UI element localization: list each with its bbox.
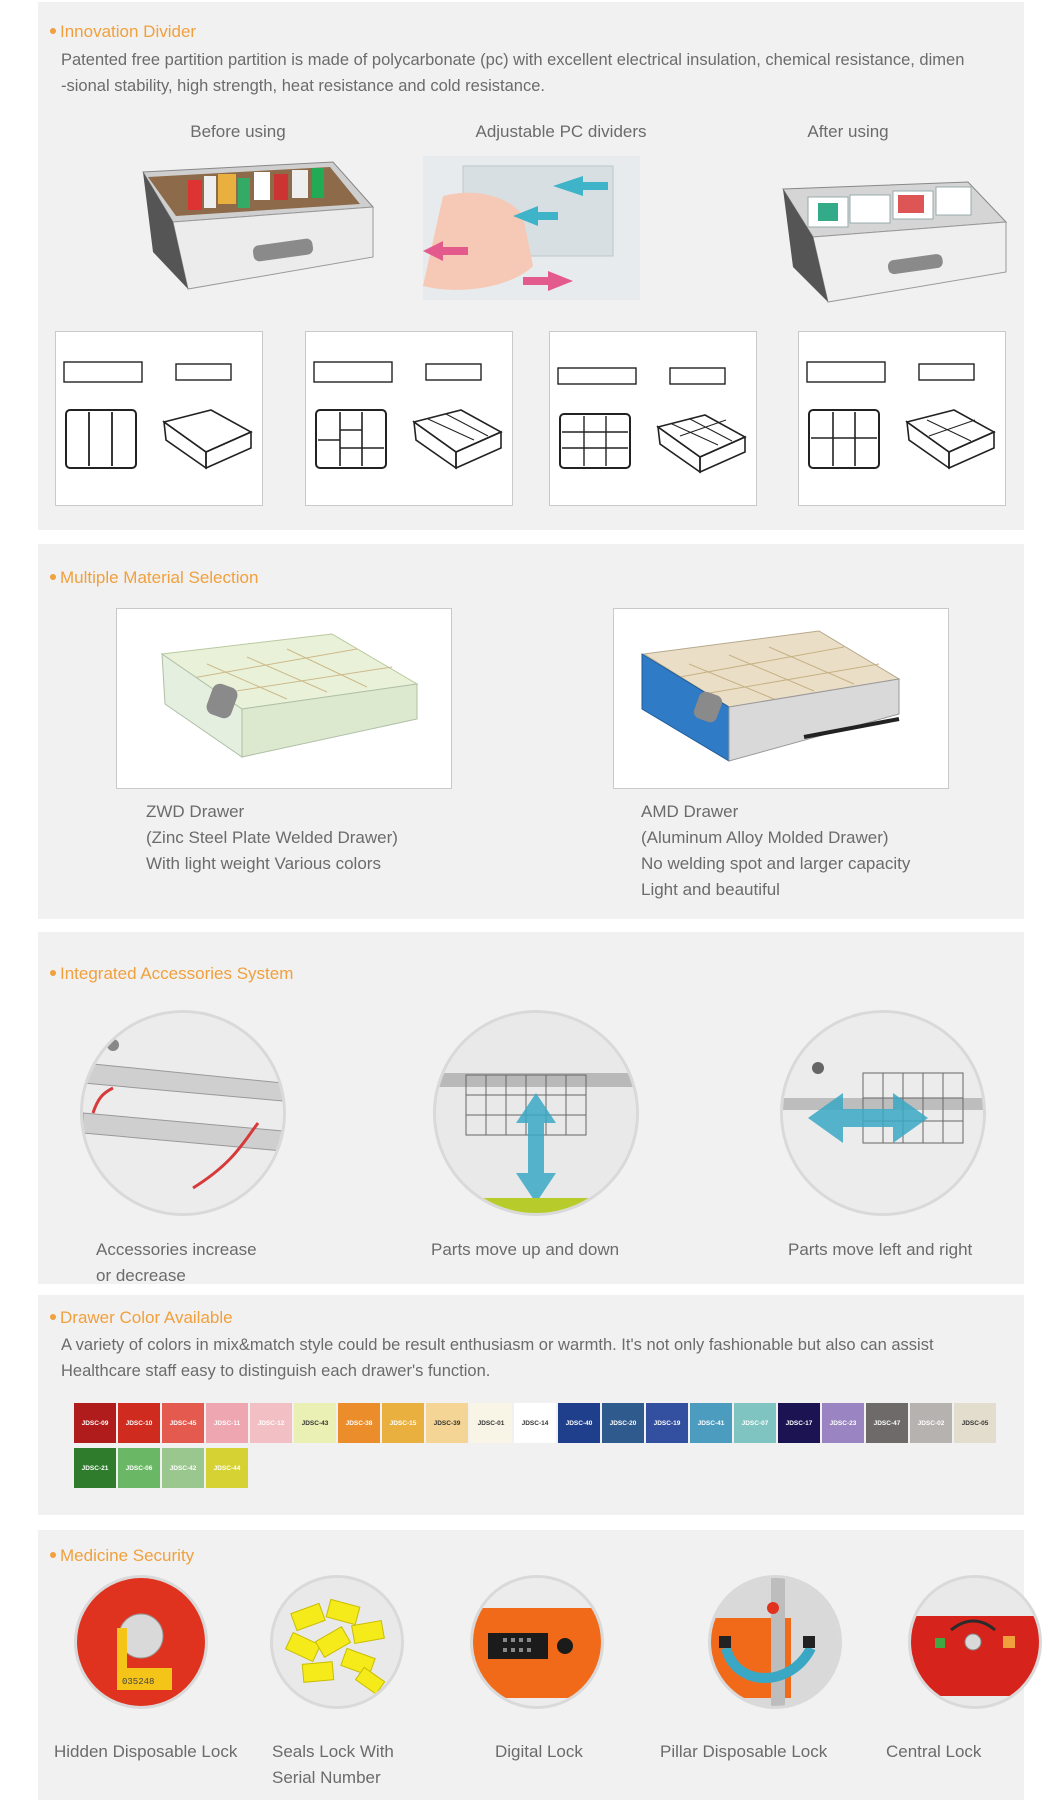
color-swatch: JDSC-39 — [426, 1403, 468, 1443]
color-swatch: JDSC-44 — [206, 1448, 248, 1488]
divider-layout-diagram-3 — [549, 331, 757, 506]
medicine-security-section: Medicine Security 035248 Hidden Disposable Lock Seals Lock With Serial Number Digital Lock Pillar Disposable Lock Central Lock — [38, 1530, 1024, 1800]
color-swatch: JDSC-06 — [118, 1448, 160, 1488]
drawer-after-image — [738, 177, 1018, 312]
color-swatch: JDSC-38 — [338, 1403, 380, 1443]
bullet-icon — [50, 970, 56, 976]
bullet-icon — [50, 1552, 56, 1558]
adjustable-dividers-image — [423, 156, 640, 300]
before-using-label: Before using — [190, 122, 286, 141]
parts-left-right-label: Parts move left and right — [788, 1240, 973, 1259]
color-swatch: JDSC-19 — [646, 1403, 688, 1443]
divider-layout-diagram-2 — [305, 331, 513, 506]
drawer-color-section — [38, 1295, 1024, 1515]
divider-description: Patented free partition partition is made of polycarbonate (pc) with excellent electrical insulation, chemical resistance, dimen -sional stability, high strength, heat resistance and cold resistance. — [61, 51, 965, 95]
color-swatch: JDSC-15 — [382, 1403, 424, 1443]
central-lock-label: Central Lock — [886, 1742, 982, 1761]
color-swatch: JDSC-20 — [602, 1403, 644, 1443]
bullet-icon — [50, 1314, 56, 1320]
after-using-label: After using — [807, 122, 889, 141]
accessories-section: Integrated Accessories System Accessories increase or decrease Parts move up and down Parts move left and right — [38, 932, 1024, 1284]
seals-lock-image — [270, 1575, 404, 1709]
color-swatch: JDSC-47 — [866, 1403, 908, 1443]
parts-up-down-image — [433, 1010, 639, 1216]
adjustable-dividers-label: Adjustable PC dividers — [475, 122, 647, 141]
parts-up-down-label: Parts move up and down — [431, 1240, 620, 1259]
color-swatch: JDSC-23 — [822, 1403, 864, 1443]
section-title: Innovation Divider — [50, 22, 196, 42]
central-lock-image — [908, 1575, 1042, 1709]
digital-lock-label: Digital Lock — [495, 1742, 583, 1761]
divider-layout-diagram-1 — [55, 331, 263, 506]
divider-layout-diagram-4 — [798, 331, 1006, 506]
parts-left-right-image — [780, 1010, 986, 1216]
hidden-disposable-lock-label: Hidden Disposable Lock — [54, 1742, 238, 1761]
section-title: Integrated Accessories System — [50, 964, 293, 984]
color-description: A variety of colors in mix&match style could be result enthusiasm or warmth. It's not only fashionable but also can assist Healthcare staff easy to distinguish each drawer's function. — [61, 1336, 934, 1380]
digital-lock-image — [470, 1575, 604, 1709]
color-swatch: JDSC-09 — [74, 1403, 116, 1443]
color-swatch-grid — [74, 1403, 994, 1498]
hidden-disposable-lock-image — [74, 1575, 208, 1709]
section-title: Medicine Security — [50, 1546, 194, 1566]
color-swatch: JDSC-41 — [690, 1403, 732, 1443]
color-swatch: JDSC-42 — [162, 1448, 204, 1488]
color-swatch: JDSC-05 — [954, 1403, 996, 1443]
section-title: Multiple Material Selection — [50, 568, 258, 588]
color-swatch: JDSC-12 — [250, 1403, 292, 1443]
color-swatch: JDSC-01 — [470, 1403, 512, 1443]
color-swatch: JDSC-11 — [206, 1403, 248, 1443]
bullet-icon — [50, 574, 56, 580]
color-swatch: JDSC-02 — [910, 1403, 952, 1443]
color-swatch: JDSC-10 — [118, 1403, 160, 1443]
color-swatch: JDSC-14 — [514, 1403, 556, 1443]
section-title: Drawer Color Available — [50, 1308, 233, 1328]
material-selection-section: Multiple Material Selection ZWD Drawer (Zinc Steel Plate Welded Drawer) With light weight Various colors AMD Drawer (Aluminum Alloy Molded Drawer) No welding spot and larger capacity Light and beautiful — [38, 544, 1024, 919]
innovation-divider-section — [38, 2, 1024, 530]
zwd-drawer-image — [116, 608, 452, 789]
pillar-disposable-lock-label: Pillar Disposable Lock — [660, 1742, 828, 1761]
bullet-icon — [50, 28, 56, 34]
color-swatch: JDSC-43 — [294, 1403, 336, 1443]
color-swatch: JDSC-21 — [74, 1448, 116, 1488]
amd-drawer-image — [613, 608, 949, 789]
color-swatch: JDSC-40 — [558, 1403, 600, 1443]
color-swatch: JDSC-45 — [162, 1403, 204, 1443]
accessories-rail-image — [80, 1010, 286, 1216]
pillar-disposable-lock-image — [708, 1575, 842, 1709]
color-swatch: JDSC-17 — [778, 1403, 820, 1443]
svg-text:035248: 035248 — [122, 1677, 155, 1687]
color-swatch: JDSC-07 — [734, 1403, 776, 1443]
drawer-before-image — [98, 152, 388, 302]
